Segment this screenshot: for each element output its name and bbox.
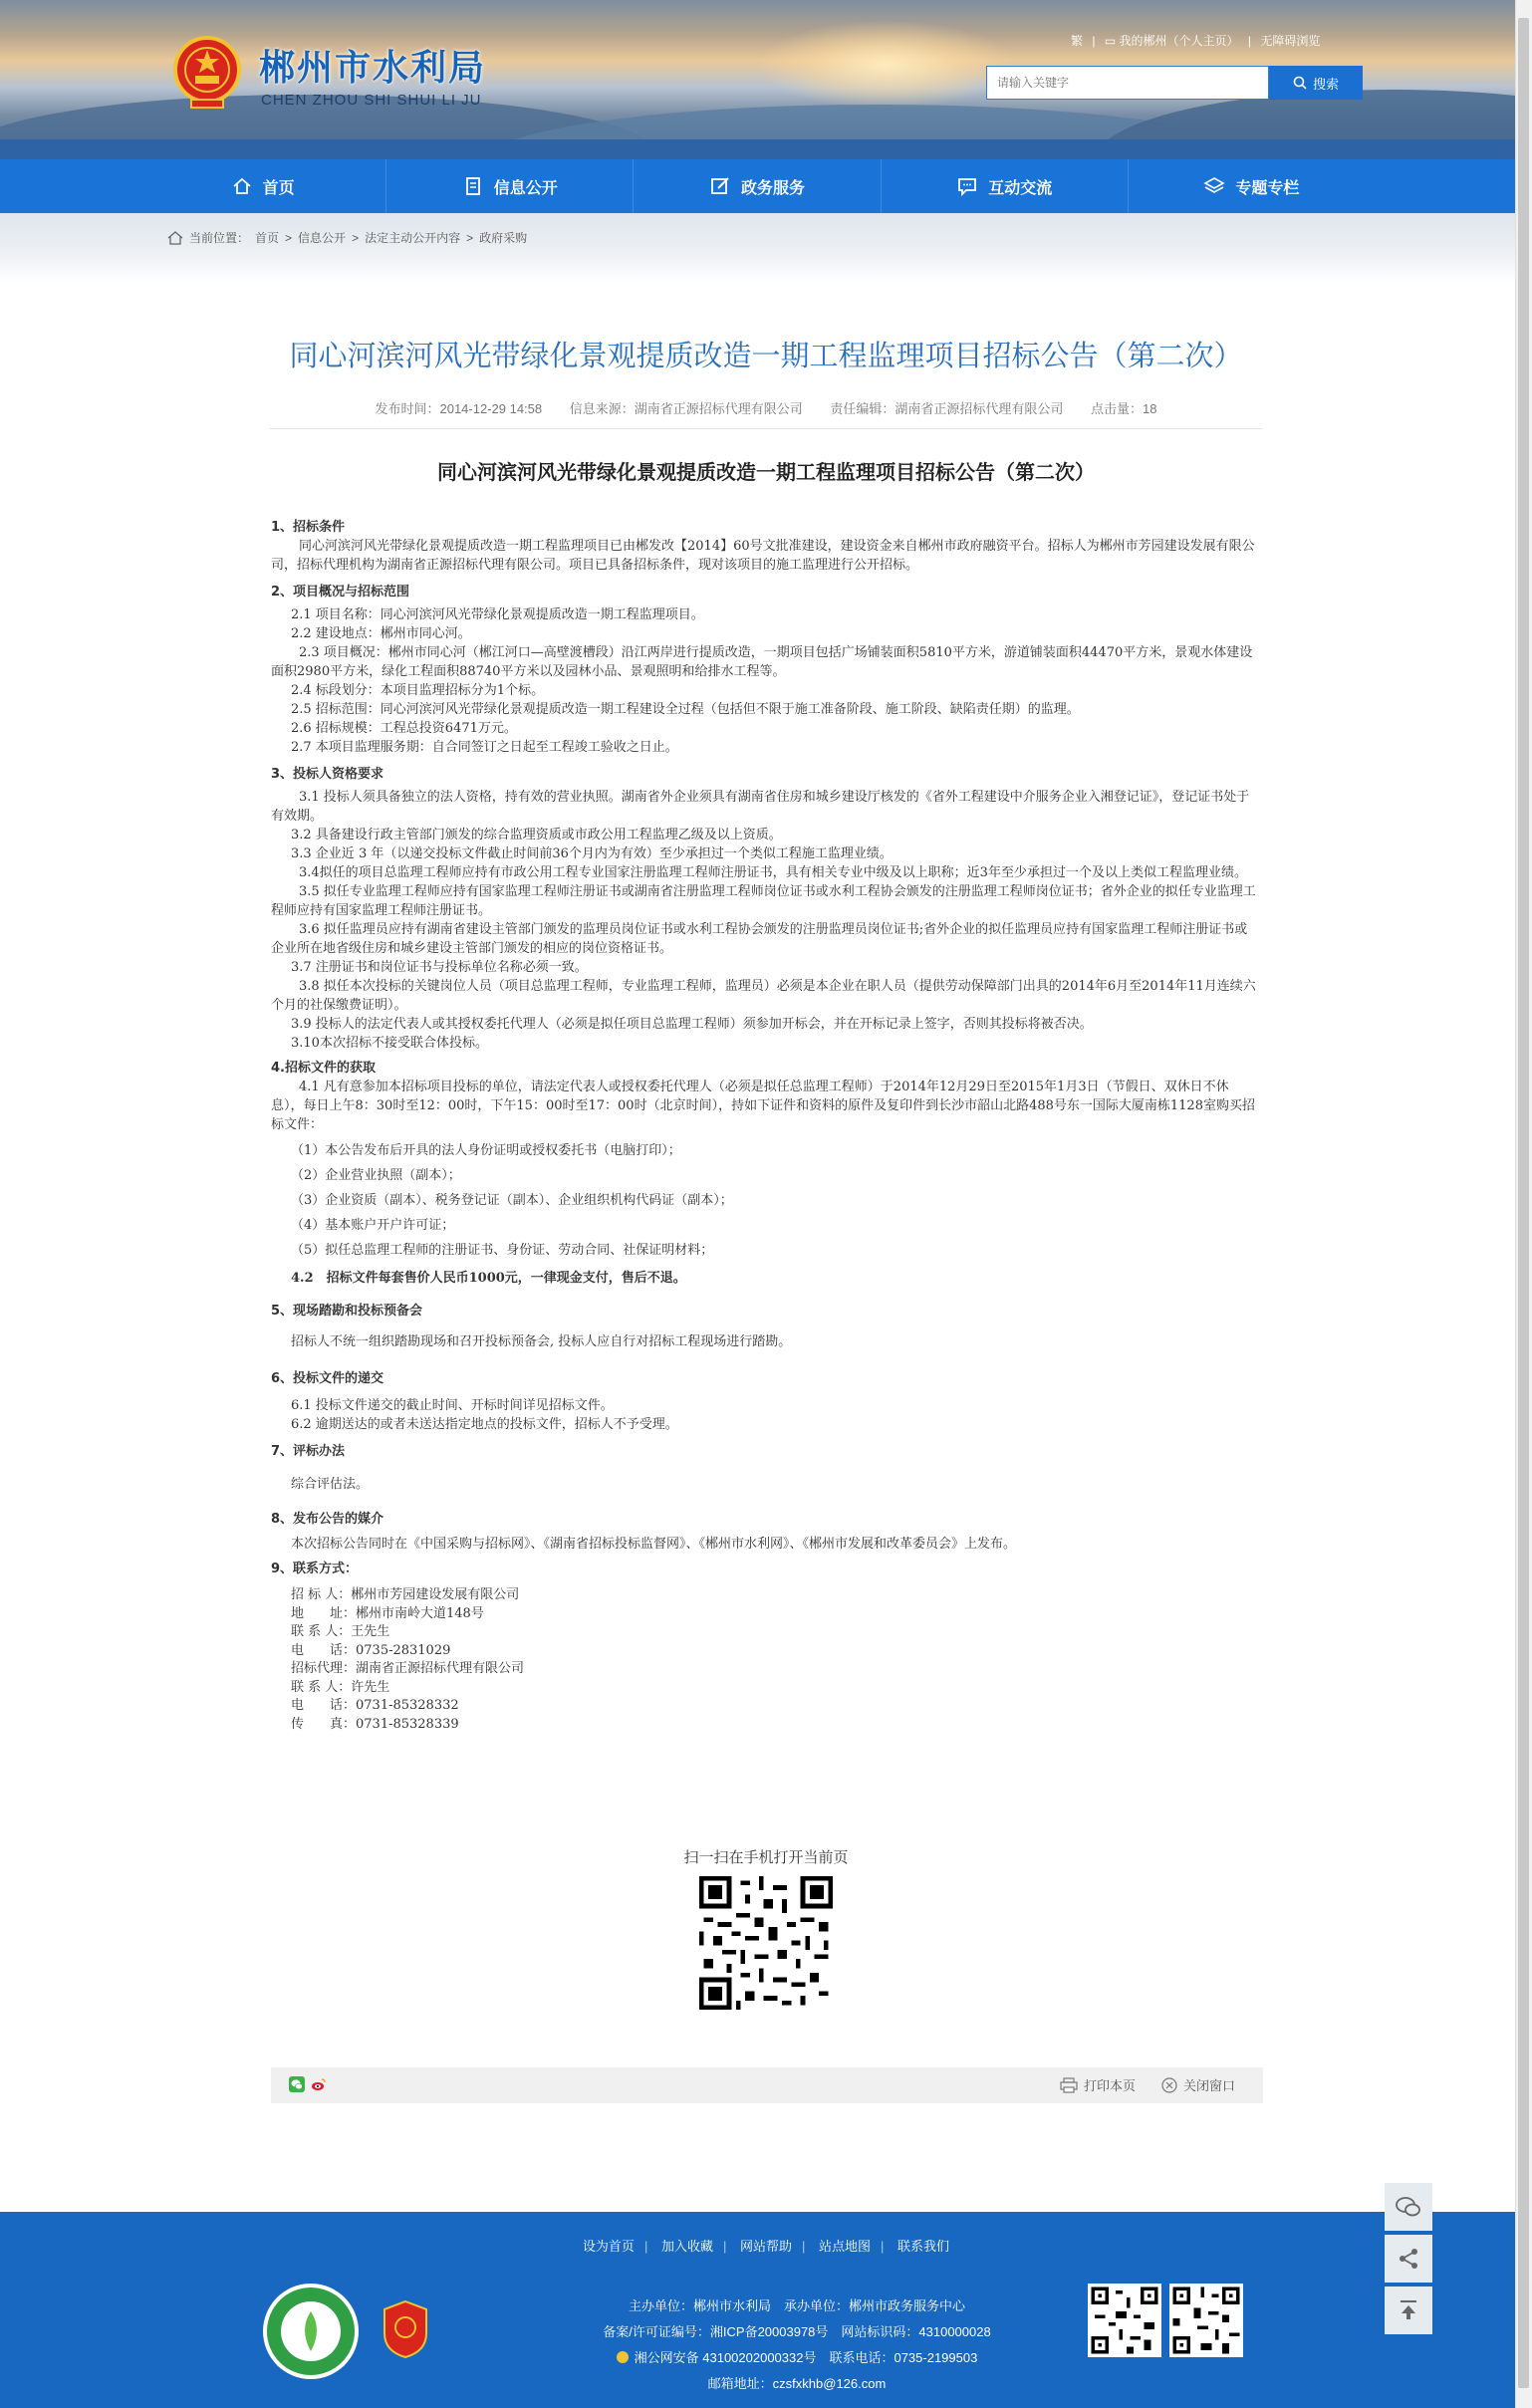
arrow-up-icon xyxy=(1397,2298,1420,2322)
wechat-icon xyxy=(1395,2195,1422,2219)
print-button[interactable]: 打印本页 xyxy=(1060,2075,1136,2094)
list-item: （1）本公告发布后开具的法人身份证明或授权委托书（电脑打印）； xyxy=(291,1143,681,1158)
edit-icon xyxy=(709,175,731,197)
section-heading: 2、项目概况与招标范围 xyxy=(271,585,410,600)
footer-link-set-homepage[interactable]: 设为首页 xyxy=(582,2239,635,2254)
nav-item-special-topics[interactable]: 专题专栏 xyxy=(1129,159,1375,213)
search-button[interactable]: 搜索 xyxy=(1269,66,1363,100)
footer-link-contact[interactable]: 联系我们 xyxy=(897,2239,950,2254)
list-item: 3.5 拟任专业监理工程师应持有国家监理工程师注册证书或湖南省注册监理工程师岗位证书或水利工程协会颁发的注册监理工程师岗位证书；省外企业的拟任专业监理工程师应持有国家监理工程师注册证书。 xyxy=(271,884,1256,918)
monitor-icon: ▭ xyxy=(1104,34,1117,48)
share-icons xyxy=(289,2076,327,2092)
traditional-chinese-link[interactable]: 繁 xyxy=(1071,34,1084,48)
share-icon xyxy=(1397,2247,1420,2271)
list-item: 3.4拟任的项目总监理工程师应持有市政公用工程专业国家注册监理工程师注册证书，具有相关专业中级及以上职称；近3年至少承担过一个及以上类似工程监理业绩。 xyxy=(299,865,1247,880)
close-window-button[interactable]: 关闭窗口 xyxy=(1161,2075,1235,2094)
footer-qr-code-icon xyxy=(1088,2284,1161,2357)
home-icon xyxy=(231,175,253,197)
section-heading: 8、发布公告的媒介 xyxy=(271,1512,384,1527)
list-item: 3.10本次招标不接受联合体投标。 xyxy=(291,1036,488,1051)
qr-code-icon xyxy=(699,1876,833,2010)
breadcrumb-mandatory-disclosure[interactable]: 法定主动公开内容 xyxy=(365,231,461,245)
paragraph: 4.1 凡有意参加本招标项目投标的单位，请法定代表人或授权委托代理人（必须是拟任总监理工程师）于2014年12月29日至2015年1月3日（节假日、双休日不休息），每日上午8：30时至12：00时，下午15：00时至17：00时（北京时间），持如下证件和资料的原件及复印件到长沙市韶山北路488号东一国际大厦南栋1128室购买招标文件： xyxy=(271,1080,1255,1132)
footer-link-bookmark[interactable]: 加入收藏 xyxy=(660,2239,713,2254)
list-item: 2.1 项目名称：同心河滨河风光带绿化景观提质改造一期工程监理项目。 xyxy=(291,607,704,622)
nav-item-info-disclosure[interactable]: 信息公开 xyxy=(386,159,634,213)
section-heading: 4.招标文件的获取 xyxy=(271,1061,376,1076)
civilization-badge-icon xyxy=(261,2282,361,2381)
list-item: 2.5 招标范围：同心河滨河风光带绿化景观提质改造一期工程建设全过程（包括但不限于施工准备阶段、施工阶段、缺陷责任期）的监理。 xyxy=(291,702,1080,717)
hit-count: 点击量：18 xyxy=(1091,401,1157,416)
section-heading: 3、投标人资格要求 xyxy=(271,767,384,782)
accessibility-link[interactable]: 无障碍浏览 xyxy=(1260,34,1321,48)
share-button[interactable] xyxy=(1385,2235,1432,2283)
nav-item-home[interactable]: 首页 xyxy=(139,159,386,213)
paragraph: 同心河滨河风光带绿化景观提质改造一期工程监理项目已由郴发改【2014】60号文批准建设，建设资金来自郴州市政府融资平台。招标人为郴州市芳园建设发展有限公司，招标代理机构为湖南省正源招标代理有限公司。项目已具备招标条件，现对该项目的施工监理进行公开招标。 xyxy=(271,539,1255,573)
breadcrumb-info-disclosure[interactable]: 信息公开 xyxy=(298,231,347,245)
list-item: 2.7 本项目监理服务期：自合同签订之日起至工程竣工验收之日止。 xyxy=(291,740,678,755)
list-item: 3.9 投标人的法定代表人或其授权委托代理人（必须是拟任项目总监理工程师）须参加开标会，并在开标记录上签字，否则其投标将被否决。 xyxy=(291,1017,1093,1032)
search-icon xyxy=(1293,76,1307,90)
list-item: 2.6 招标规模：工程总投资6471万元。 xyxy=(291,721,517,736)
list-item: （4）基本账户开户许可证； xyxy=(291,1218,455,1233)
contact-line: 电 话：0731-85328332 xyxy=(291,1698,459,1713)
search-input[interactable] xyxy=(987,67,1268,99)
nav-item-interaction[interactable]: 互动交流 xyxy=(882,159,1129,213)
list-item: 2.2 建设地点：郴州市同心河。 xyxy=(291,626,471,641)
document-icon xyxy=(462,175,484,197)
paragraph: 4.2 招标文件每套售价人民币1000元，一律现金支付，售后不退。 xyxy=(291,1271,686,1286)
footer-info xyxy=(538,2293,1056,2397)
breadcrumb: 当前位置： 首页 > 信息公开 > 法定主动公开内容 > 政府采购 xyxy=(167,229,527,246)
section-heading: 5、现场踏勘和投标预备会 xyxy=(271,1304,423,1319)
search-box xyxy=(986,66,1269,100)
info-source: 信息来源：湖南省正源招标代理有限公司 xyxy=(569,401,803,416)
article-title: 同心河滨河风光带绿化景观提质改造一期工程监理项目招标公告（第二次） xyxy=(289,339,1243,372)
police-badge-icon xyxy=(617,2351,629,2363)
national-emblem-icon xyxy=(171,34,243,114)
wechat-share-button[interactable] xyxy=(1385,2183,1432,2231)
list-item: （3）企业资质（副本）、税务登记证（副本）、企业组织机构代码证（副本）； xyxy=(291,1193,733,1208)
back-to-top-button[interactable] xyxy=(1385,2287,1432,2334)
list-item: 3.8 拟任本次投标的关键岗位人员（项目总监理工程师，专业监理工程师，监理员）必须是本企业在职人员（提供劳动保障部门出具的2014年6月至2014年11月连续六个月的社保缴费证明）。 xyxy=(271,979,1256,1013)
list-item: 6.1 投标文件递交的截止时间、开标时间详见招标文件。 xyxy=(291,1398,614,1413)
breadcrumb-home[interactable]: 首页 xyxy=(255,231,280,245)
party-gov-badge-icon xyxy=(381,2299,430,2359)
breadcrumb-gov-procurement[interactable]: 政府采购 xyxy=(479,231,528,245)
section-heading: 1、招标条件 xyxy=(271,520,346,535)
section-heading: 7、评标办法 xyxy=(271,1444,346,1459)
home-icon xyxy=(167,231,183,245)
scrollbar-thumb[interactable] xyxy=(1518,18,1529,2388)
list-item: （2）企业营业执照（副本）； xyxy=(291,1168,461,1183)
footer-links: 设为首页 | 加入收藏 | 网站帮助 | 站点地图 | 联系我们 xyxy=(582,2239,950,2254)
list-item: 3.7 注册证书和岗位证书与投标单位名称必须一致。 xyxy=(291,960,588,975)
nav-item-gov-services[interactable]: 政务服务 xyxy=(634,159,881,213)
site-subtitle: CHEN ZHOU SHI SHUI LI JU xyxy=(261,92,482,109)
floating-tools xyxy=(1385,2183,1432,2338)
document-title: 同心河滨河风光带绿化景观提质改造一期工程监理项目招标公告（第二次） xyxy=(437,460,1095,484)
list-item: 2.4 标段划分：本项目监理招标分为1个标。 xyxy=(291,683,545,698)
paragraph: 本次招标公告同时在《中国采购与招标网》、《湖南省招标投标监督网》、《郴州市水利网》、《郴州市发展和改革委员会》上发布。 xyxy=(291,1537,1017,1552)
list-item: 3.6 拟任监理员应持有湖南省建设主管部门颁发的监理员岗位证书或水利工程协会颁发的注册监理员岗位证书;省外企业的拟任监理员应持有国家监理工程师注册证书或企业所在地省级住房和城乡建设主管部门颁发的相应的岗位资格证书。 xyxy=(271,922,1248,956)
weibo-icon[interactable] xyxy=(311,2076,327,2092)
divider xyxy=(270,428,1262,429)
footer-qr-code-icon xyxy=(1169,2284,1243,2357)
publish-time: 发布时间：2014-12-29 14:58 xyxy=(375,401,543,416)
site-title[interactable]: 郴州市水利局 xyxy=(259,47,487,89)
sub-header-background xyxy=(0,213,1532,283)
section-heading: 9、联系方式： xyxy=(271,1562,359,1576)
contact-line: 传 真：0731-85328339 xyxy=(291,1716,459,1732)
wechat-icon[interactable] xyxy=(289,2076,305,2092)
contact-line: 联 系 人：王先生 xyxy=(291,1624,390,1639)
section-heading: 6、投标文件的递交 xyxy=(271,1371,384,1386)
editor: 责任编辑：湖南省正源招标代理有限公司 xyxy=(830,401,1064,416)
main-nav xyxy=(0,159,1532,213)
contact-line: 招标代理：湖南省正源招标代理有限公司 xyxy=(291,1661,525,1676)
printer-icon xyxy=(1060,2077,1078,2093)
close-icon xyxy=(1161,2077,1177,2093)
list-item: 6.2 逾期送达的或者未送达指定地点的投标文件，招标人不予受理。 xyxy=(291,1417,678,1432)
list-item: （5）拟任总监理工程师的注册证书、身份证、劳动合同、社保证明材料； xyxy=(291,1243,714,1258)
footer-email: 邮箱地址：czsfxkhb@126.com xyxy=(707,2376,887,2391)
list-item: 2.3 项目概况：郴州市同心河（郴江河口—高壁渡槽段）沿江两岸进行提质改造，一期项目包括广场铺装面积5810平方米，游道铺装面积44470平方米，景观水体建设面积2980平方米，绿化工程面积88740平方米以及园林小品、景观照明和给排水工程等。 xyxy=(271,645,1253,679)
my-chenzhou-link[interactable]: 我的郴州（个人主页） xyxy=(1119,34,1239,48)
contact-line: 电 话：0735-2831029 xyxy=(291,1642,451,1658)
paragraph: 招标人不统一组织踏勘现场和召开投标预备会, 投标人应自行对招标工程现场进行踏勘。 xyxy=(291,1334,792,1349)
footer xyxy=(0,2212,1532,2408)
contact-line: 招 标 人：郴州市芳园建设发展有限公司 xyxy=(291,1587,520,1602)
contact-line: 地 址：郴州市南岭大道148号 xyxy=(291,1605,484,1621)
list-item: 3.2 具备建设行政主管部门颁发的综合监理资质或市政公用工程监理乙级及以上资质。 xyxy=(291,828,782,843)
footer-organizer: 主办单位：郴州市水利局 承办单位：郴州市政务服务中心 xyxy=(628,2298,965,2313)
footer-link-help[interactable]: 网站帮助 xyxy=(739,2239,792,2254)
paragraph: 综合评估法。 xyxy=(291,1477,370,1492)
footer-police-record: 湘公网安备 43100202000332号 联系电话：0735-2199503 xyxy=(538,2345,1056,2371)
footer-icp[interactable]: 备案/许可证编号：湘ICP备20003978号 网站标识码：4310000028 xyxy=(603,2324,991,2339)
list-item: 3.3 企业近 3 年（以递交投标文件截止时间前36个月内为有效）至少承担过一个类似工程施工监理业绩。 xyxy=(291,846,893,861)
contact-line: 联 系 人：许先生 xyxy=(291,1679,390,1695)
layers-icon xyxy=(1203,175,1225,197)
footer-link-sitemap[interactable]: 站点地图 xyxy=(819,2239,872,2254)
article-body xyxy=(271,512,1257,1734)
top-links: 繁 | ▭ 我的郴州（个人主页） | 无障碍浏览 xyxy=(1071,34,1321,48)
list-item: 3.1 投标人须具备独立的法人资格，持有效的营业执照。湖南省外企业须具有湖南省住房和城乡建设厅核发的《省外工程建设中介服务企业入湘登记证》，登记证书处于有效期。 xyxy=(271,790,1250,824)
chat-icon xyxy=(956,175,978,197)
article-meta xyxy=(0,398,1532,417)
qr-label: 扫一扫在手机打开当前页 xyxy=(683,1849,849,1866)
